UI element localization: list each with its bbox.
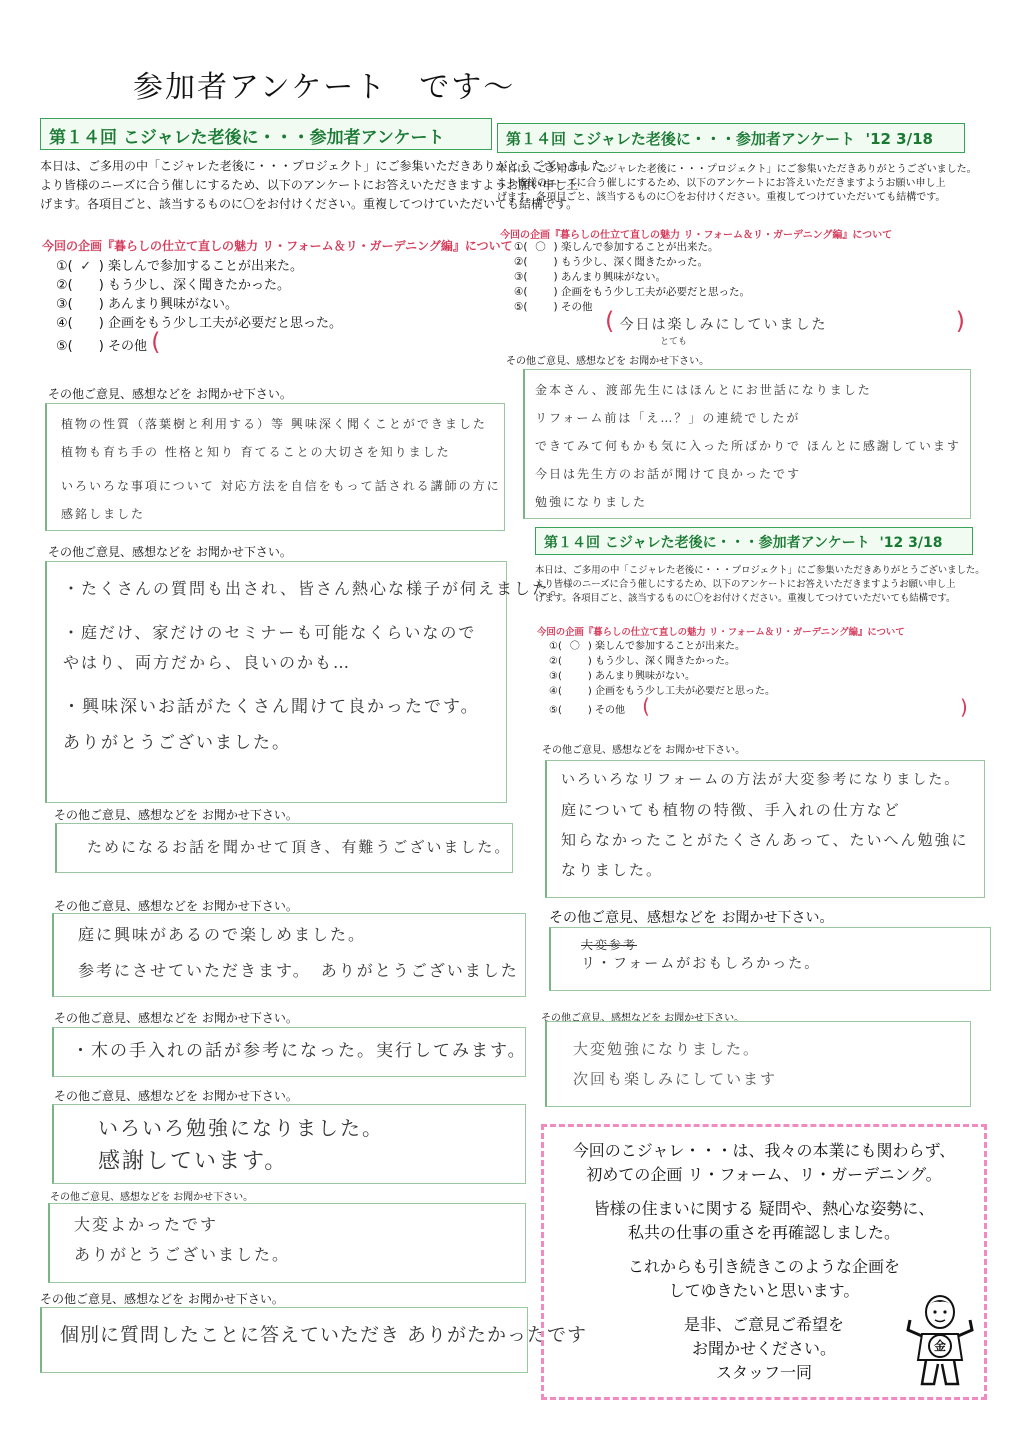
feedback-box-right-top-form: 金本さん、渡部先生にはほんとにお世話になりました リフォーム前は「え…？」の連続でしたが できてみて何もかも気に入った所ばかりで ほんとに感謝しています 今日は先生方のお話が聞けて良かったです 勉強になりました bbox=[523, 369, 971, 519]
option-2: ②( ) もう少し、深く聞きたかった。 bbox=[56, 278, 290, 293]
survey-intro-right-mid: 本日は、ご多用の中「こジャレた老後に・・・プロジェクト」にご参集いただきありがとうございました。 より皆様のニーズに合う催しにするため、以下のアンケートにお答えいただきますようお願い申し上 げます。各項目ごと、該当するものに〇をお付けください。重複してつけていただいても結構です。 bbox=[535, 565, 985, 604]
plan-label-left: 今回の企画『暮らしの仕立て直しの魅力 リ・フォーム＆リ・ガーデニング編』について bbox=[42, 239, 513, 253]
plan-label-right-top: 今回の企画『暮らしの仕立て直しの魅力 リ・フォーム＆リ・ガーデニング編』について bbox=[500, 230, 893, 241]
survey-intro-right-top: 本日は、ご多用の中「こジャレた老後に・・・プロジェクト」にご参集いただきありがとうございました。 より皆様のニーズに合う催しにするため、以下のアンケートにお答えいただきますようお願い申し上 げます。各項目ごと、該当するものに〇をお付けください。重複してつけていただいても結構です。 bbox=[497, 164, 977, 203]
feedback-label: その他ご意見、感想などを お聞かせ下さい。 bbox=[54, 899, 298, 913]
survey-banner-right-top: 第１４回 こジャレた老後に・・・参加者アンケート '12 3/18 bbox=[497, 123, 965, 153]
feedback-box-7: 個別に質問したことに答えていただき ありがたかったです bbox=[40, 1307, 528, 1373]
feedback-box-3: 庭に興味があるので楽しめました。 参考にさせていただきます。 ありがとうございました bbox=[52, 913, 526, 997]
other-answer-right-top: ( 今日は楽しみにしていました ) bbox=[605, 307, 965, 335]
option-4: ④( ) 企画をもう少し工夫が必要だと思った。 bbox=[56, 316, 342, 331]
options-right-top: ①( 〇 ) 楽しんで参加することが出来た。 ②( ) もう少し、深く聞きたかった。 ③( ) あんまり興味がない。 ④( ) 企画をもう少し工夫が必要だと思った。 ⑤( ) その他 bbox=[514, 241, 750, 313]
option-1: ①( ✓ ) 楽しんで参加することが出来た。 bbox=[56, 259, 303, 274]
feedback-box-4: ・木の手入れの話が参考になった。実行してみます。 bbox=[52, 1027, 526, 1077]
feedback-label: その他ご意見、感想などを お聞かせ下さい。 bbox=[54, 808, 298, 822]
feedback-box-right-mid-form: いろいろなリフォームの方法が大変参考になりました。 庭についても植物の特徴、手入れの仕方など 知らなかったことがたくさんあって、たいへん勉強に なりました。 bbox=[545, 760, 985, 898]
feedback-label: その他ご意見、感想などを お聞かせ下さい。 bbox=[549, 910, 834, 926]
options-right-mid: ①( 〇 ) 楽しんで参加することが出来た。 ②( ) もう少し、深く聞きたかった。 ③( ) あんまり興味がない。 ④( ) 企画をもう少し工夫が必要だと思った。 ⑤( ) その他 ( bbox=[549, 641, 775, 718]
option-5: ⑤( ) その他 ( bbox=[56, 328, 161, 356]
handwritten-comment: 植物も育ち手の 性格と知り 育てることの大切さを知りました bbox=[61, 445, 451, 459]
survey-banner-right-mid: 第１４回 こジャレた老後に・・・参加者アンケート '12 3/18 bbox=[535, 527, 973, 555]
option-3: ③( ) あんまり興味がない。 bbox=[56, 297, 238, 312]
handwritten-comment: 感銘しました bbox=[61, 507, 146, 521]
feedback-label: その他ご意見、感想などを お聞かせ下さい。 bbox=[541, 1013, 745, 1024]
handwritten-comment: 植物の性質（落葉樹と利用する）等 興味深く聞くことができました bbox=[61, 417, 487, 431]
circle-mark-icon: 〇 bbox=[535, 241, 546, 253]
feedback-label: その他ご意見、感想などを お聞かせ下さい。 bbox=[54, 1011, 298, 1025]
feedback-label: その他ご意見、感想などを お聞かせ下さい。 bbox=[542, 745, 746, 756]
feedback-box-6: 大変よかったです ありがとうございました。 bbox=[48, 1203, 526, 1283]
feedback-label: その他ご意見、感想などを お聞かせ下さい。 bbox=[54, 1089, 298, 1103]
feedback-box-5: いろいろ勉強になりました。 感謝しています。 bbox=[52, 1104, 526, 1184]
feedback-label: その他ご意見、感想などを お聞かせ下さい。 bbox=[48, 545, 292, 559]
plan-label-right-mid: 今回の企画『暮らしの仕立て直しの魅力 リ・フォーム＆リ・ガーデニング編』について bbox=[537, 627, 905, 638]
feedback-box-1: ・たくさんの質問も出され、皆さん熱心な様子が伺えました。 ・庭だけ、家だけのセミナーも可能なくらいなので やはり、両方だから、良いのかも… ・興味深いお話がたくさん聞けて良かったです。 ありがとうございました。 bbox=[45, 561, 507, 803]
handwritten-comment: いろいろな事項について 対応方法を自信をもって話される講師の方に bbox=[61, 479, 501, 493]
feedback-box-left-form bbox=[45, 403, 505, 531]
survey-banner-left: 第１４回 こジャレた老後に・・・参加者アンケート bbox=[40, 118, 492, 150]
mascot-badge: 金 bbox=[933, 1339, 946, 1353]
check-mark-icon: ✓ bbox=[80, 259, 92, 274]
feedback-label: その他ご意見、感想などを お聞かせ下さい。 bbox=[506, 356, 710, 367]
feedback-label: その他ご意見、感想などを お聞かせ下さい。 bbox=[40, 1292, 284, 1306]
staff-message-box: 今回のこジャレ・・・は、我々の本業にも関わらず、 初めての企画 リ・フォーム、リ・ガーデニング。 皆様の住まいに関する 疑問や、熱心な姿勢に、 私共の仕事の重さを再確認しました。 これからも引き続きこのような企画を してゆきたいと思います。 是非、ご意見ご希望を お聞かせください。 スタッフ一同 bbox=[541, 1124, 987, 1400]
mascot-icon bbox=[900, 1290, 980, 1390]
page-title: 参加者アンケート です～ bbox=[133, 70, 516, 105]
feedback-box-8: 大変参考 リ・フォームがおもしろかった。 bbox=[549, 927, 991, 991]
circle-mark-icon: 〇 bbox=[569, 641, 580, 652]
feedback-box-2: ためになるお話を聞かせて頂き、有難うございました。 bbox=[55, 823, 513, 873]
feedback-box-9: 大変勉強になりました。 次回も楽しみにしています bbox=[545, 1021, 971, 1107]
feedback-label: その他ご意見、感想などを お聞かせ下さい。 bbox=[48, 387, 292, 401]
options-left bbox=[56, 257, 342, 356]
survey-intro-left: 本日は、ご多用の中「こジャレた老後に・・・プロジェクト」にご参集いただきありがとうございました。 より皆様のニーズに合う催しにするため、以下のアンケートにお答えいただきますようお願い申し上 げます。各項目ごと、該当するものに〇をお付けください。重複してつけていただいても結構です。 bbox=[40, 159, 616, 211]
feedback-label: その他ご意見、感想などを お聞かせ下さい。 bbox=[50, 1192, 254, 1203]
